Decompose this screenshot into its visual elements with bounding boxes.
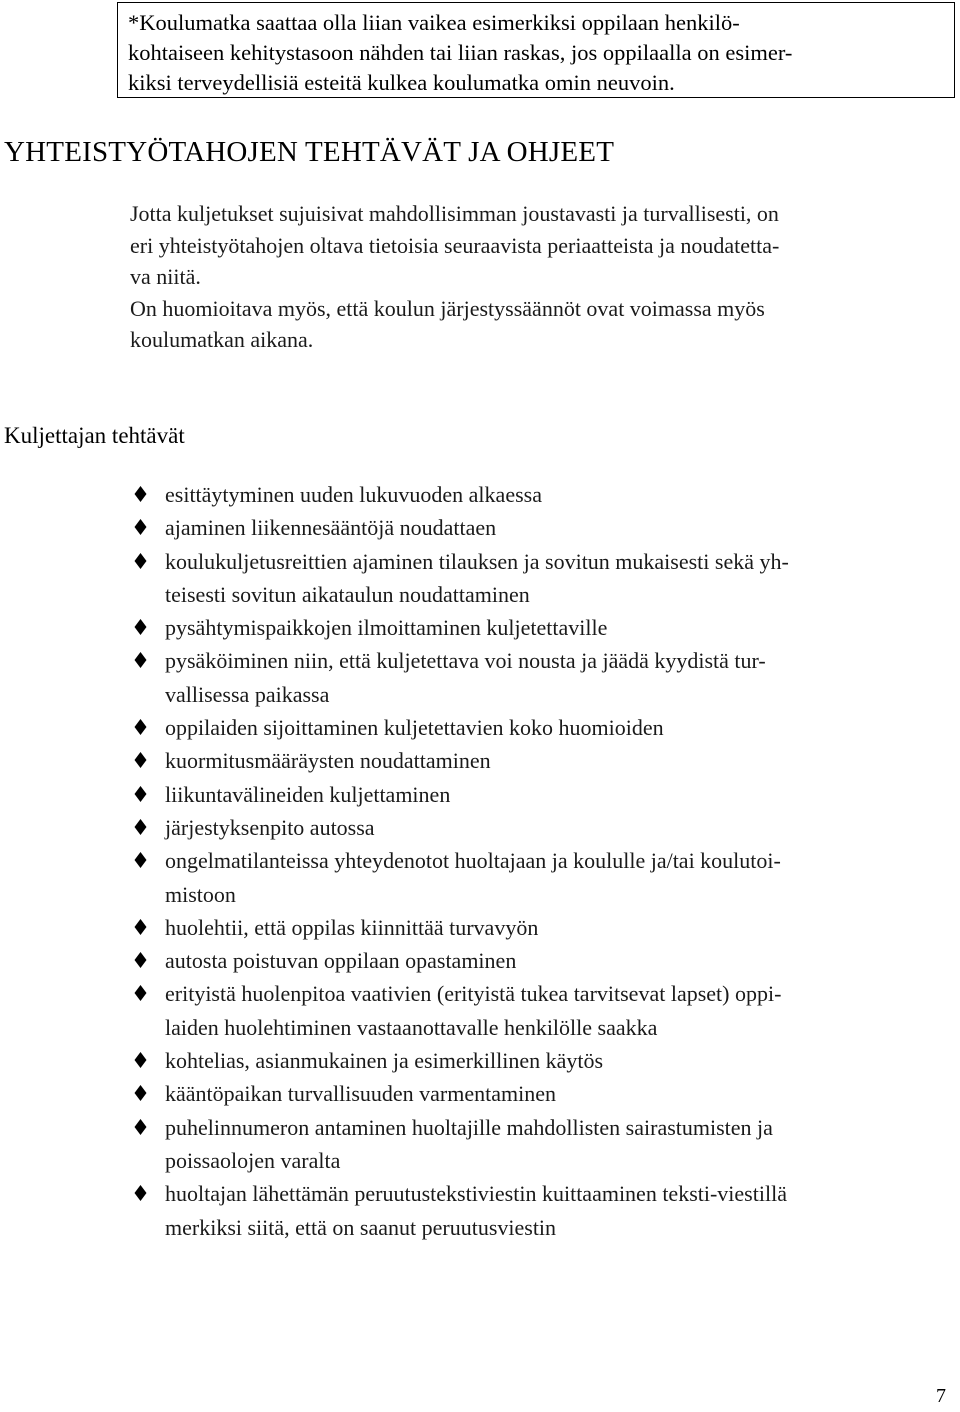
task-line: puhelinnumeron antaminen huoltajille mahdollisten sairastumisten ja (165, 1114, 773, 1140)
task-line: autosta poistuvan oppilaan opastaminen (165, 948, 517, 974)
driver-tasks-heading: Kuljettajan tehtävät (4, 423, 185, 448)
diamond-bullet-icon (134, 852, 147, 868)
diamond-bullet-icon (134, 985, 147, 1001)
task-list-item (120, 1177, 955, 1244)
task-line: kohtelias, asianmukainen ja esimerkillinen käytös (165, 1048, 604, 1074)
task-line: oppilaiden sijoittaminen kuljetettavien koko huomioiden (165, 715, 664, 741)
task-line: kääntöpaikan turvallisuuden varmentaminen (165, 1081, 556, 1107)
diamond-bullet-icon (134, 1119, 147, 1135)
intro-line: koulumatkan aikana. (130, 327, 314, 353)
task-list-item (120, 644, 955, 711)
task-line: laiden huolehtiminen vastaanottavalle henkilölle saakka (165, 1014, 658, 1040)
intro-line: eri yhteistyötahojen oltava tietoisia seuraavista periaatteista ja noudatetta- (130, 232, 780, 258)
task-list-item (120, 744, 955, 777)
task-list-item (120, 977, 955, 1044)
task-line: kuormitusmääräysten noudattaminen (165, 748, 491, 774)
footnote-line: kiksi terveydellisiä esteitä kulkea koulumatka omin neuvoin. (128, 70, 675, 95)
diamond-bullet-icon (134, 952, 147, 968)
footnote-line: *Koulumatka saattaa olla liian vaikea esimerkiksi oppilaan henkilö- (128, 10, 740, 35)
task-list-item (120, 611, 955, 644)
diamond-bullet-icon (134, 819, 147, 835)
task-line: pysähtymispaikkojen ilmoittaminen kuljetettaville (165, 615, 608, 641)
diamond-bullet-icon (134, 486, 147, 502)
task-line: esittäytyminen uuden lukuvuoden alkaessa (165, 482, 542, 507)
intro-line: On huomioitava myös, että koulun järjestyssäännöt ovat voimassa myös (130, 295, 765, 321)
diamond-bullet-icon (134, 786, 147, 802)
task-list-item (120, 545, 955, 612)
task-list-item (120, 811, 955, 844)
page-number: 7 (936, 1385, 946, 1407)
task-line: ajaminen liikennesääntöjä noudattaen (165, 515, 497, 541)
diamond-bullet-icon (134, 1085, 147, 1101)
task-list-item (120, 1077, 955, 1110)
task-line: merkiksi siitä, että on saanut peruutusviestin (165, 1214, 557, 1240)
task-list-item (120, 944, 955, 977)
task-list-item (120, 478, 955, 511)
section-title: YHTEISTYÖTAHOJEN TEHTÄVÄT JA OHJEET (4, 136, 615, 168)
task-line: teisesti sovitun aikataulun noudattaminen (165, 581, 530, 607)
footnote-line: kohtaiseen kehitystasoon nähden tai liian raskas, jos oppilaalla on esimer- (128, 40, 793, 65)
intro-line: Jotta kuljetukset sujuisivat mahdollisimman joustavasti ja turvallisesti, on (130, 201, 779, 226)
task-list-item (120, 511, 955, 544)
task-line: huoltajan lähettämän peruutustekstiviestin kuittaaminen teksti-viestillä (165, 1181, 787, 1207)
task-list-item (120, 778, 955, 811)
intro-paragraph (130, 198, 950, 356)
diamond-bullet-icon (134, 553, 147, 569)
diamond-bullet-icon (134, 719, 147, 735)
task-list-item (120, 844, 955, 911)
task-line: poissaolojen varalta (165, 1147, 341, 1173)
task-line: erityistä huolenpitoa vaativien (erityistä tukea tarvitsevat lapset) oppi- (165, 981, 782, 1007)
intro-line: va niitä. (130, 264, 201, 290)
task-list-item (120, 711, 955, 744)
footnote-box (117, 2, 955, 98)
task-line: ongelmatilanteissa yhteydenotot huoltajaan ja koululle ja/tai koulutoi- (165, 848, 781, 874)
task-line: mistoon (165, 881, 236, 907)
diamond-bullet-icon (134, 519, 147, 535)
task-line: huolehtii, että oppilas kiinnittää turvavyön (165, 914, 539, 940)
diamond-bullet-icon (134, 619, 147, 635)
task-line: liikuntavälineiden kuljettaminen (165, 781, 451, 807)
driver-task-list (120, 478, 955, 1244)
diamond-bullet-icon (134, 1185, 147, 1201)
task-list-item (120, 911, 955, 944)
diamond-bullet-icon (134, 919, 147, 935)
task-list-item (120, 1111, 955, 1178)
task-line: vallisessa paikassa (165, 681, 330, 707)
task-line: pysäköiminen niin, että kuljetettava voi nousta ja jäädä kyydistä tur- (165, 648, 766, 674)
diamond-bullet-icon (134, 752, 147, 768)
diamond-bullet-icon (134, 652, 147, 668)
task-list-item (120, 1044, 955, 1077)
task-line: järjestyksenpito autossa (165, 814, 375, 840)
task-line: koulukuljetusreittien ajaminen tilauksen ja sovitun mukaisesti sekä yh- (165, 548, 789, 574)
diamond-bullet-icon (134, 1052, 147, 1068)
